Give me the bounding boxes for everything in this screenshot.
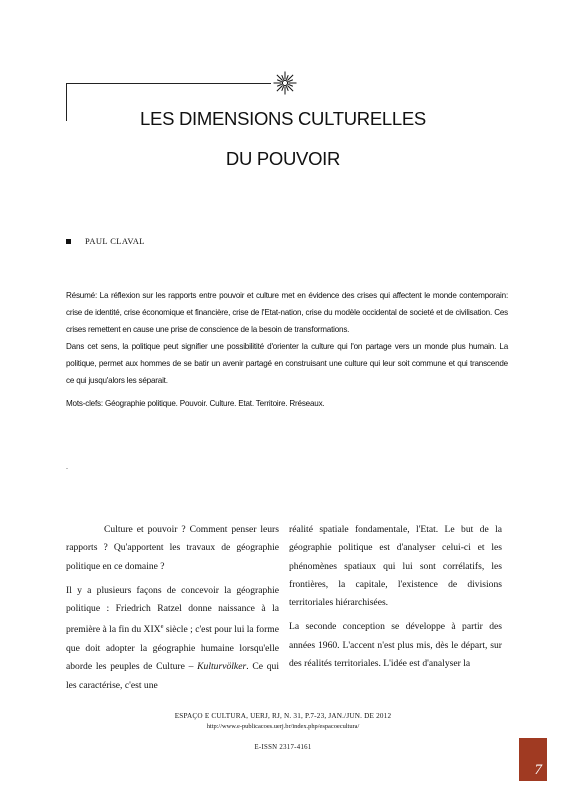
stray-mark: . bbox=[66, 462, 68, 471]
body-column-left bbox=[66, 521, 279, 701]
article-title-line-2: DU POUVOIR bbox=[225, 148, 341, 169]
ornament-ray bbox=[277, 84, 282, 86]
abstract-paragraph-1: Résumé: La réflexion sur les rapports entre pouvoir et culture met en évidence des crises qui affectent le monde contemporain: crise de identité, crise économique et financière, crise de l'Etat-nation, crise du modèle occidental de societé et de civilisation. Ces crises remettent en cause une prise de conscience de la besoin de transformations. bbox=[66, 291, 508, 334]
body-text: Il y a plusieurs façons de concevoir la géographie politique : Friedrich Ratzel donne naissance à la première à la fin du XIX bbox=[66, 584, 279, 636]
keywords: Mots-clefs: Géographie politique. Pouvoir. Culture. Etat. Territoire. Rréseaux. bbox=[66, 399, 325, 408]
title-frame-top-rule bbox=[66, 83, 271, 84]
abstract bbox=[66, 287, 508, 389]
ornament-ray bbox=[277, 80, 282, 82]
footer-url: http://www.e-publicacoes.uerj.br/index.php/espacoecultura/ bbox=[206, 723, 360, 730]
page-number: 7 bbox=[534, 762, 542, 778]
body-paragraph-2-end: réalité spatiale fondamentale, l'Etat. Le but de la géographie politique est d'analyser celui-ci et les phénomènes spatiaux qui lui sont corrélatifs, les frontières, la capitale, l'existence de divisions territoriales hiérarchisées. bbox=[289, 524, 502, 609]
article-title-line-1: LES DIMENSIONS CULTURELLES bbox=[140, 108, 426, 129]
ornament-ray bbox=[282, 75, 284, 80]
ornament-ray bbox=[282, 86, 284, 91]
author-name: PAUL CLAVAL bbox=[85, 236, 145, 246]
footer-journal-citation: ESPAÇO E CULTURA, UERJ, RJ, N. 31, P.7-23, JAN./JUN. DE 2012 bbox=[174, 712, 392, 720]
ornament-ray bbox=[288, 84, 293, 86]
italic-term: Kulturvölker bbox=[197, 661, 247, 673]
ornament-ray bbox=[288, 80, 293, 82]
author-bullet-icon bbox=[66, 239, 71, 244]
body-column-right bbox=[289, 521, 502, 679]
superscript: e bbox=[160, 623, 164, 631]
body-paragraph-1: Culture et pouvoir ? Comment penser leurs rapports ? Qu'apportent les travaux de géographie politique en ce domaine ? bbox=[66, 524, 279, 572]
body-text: siècle ; c'est pour lui la forme que doit adopter la géographie humaine lorsqu'elle aborde les peuples de Culture – bbox=[66, 624, 279, 673]
abstract-paragraph-2: Dans cet sens, la politique peut signifier une possibilitité d'orienter la culture qui l'on partage vers un monde plus humain. La politique, permet aux hommes de se batir un avenir partagé en construisant une culture qui leur soit commune et qui transcende ce qui jusqu'alors les séparait. bbox=[66, 342, 508, 385]
sunburst-ornament-icon bbox=[272, 70, 298, 96]
body-text-split-left: . Ce qui les caractérise, c'est une bbox=[66, 661, 279, 691]
footer-issn: E-ISSN 2317-4161 bbox=[254, 744, 312, 751]
body-paragraph-2-start bbox=[66, 582, 279, 695]
author-line bbox=[66, 236, 145, 246]
body-paragraph-3: La seconde conception se développe à partir des années 1960. L'accent n'est plus mis, dès le départ, sur des réalités territoriales. L'idée est d'analyser la bbox=[289, 621, 502, 670]
ornament-ray bbox=[286, 75, 288, 80]
page-number-box bbox=[519, 738, 547, 781]
ornament-ray bbox=[286, 86, 288, 91]
